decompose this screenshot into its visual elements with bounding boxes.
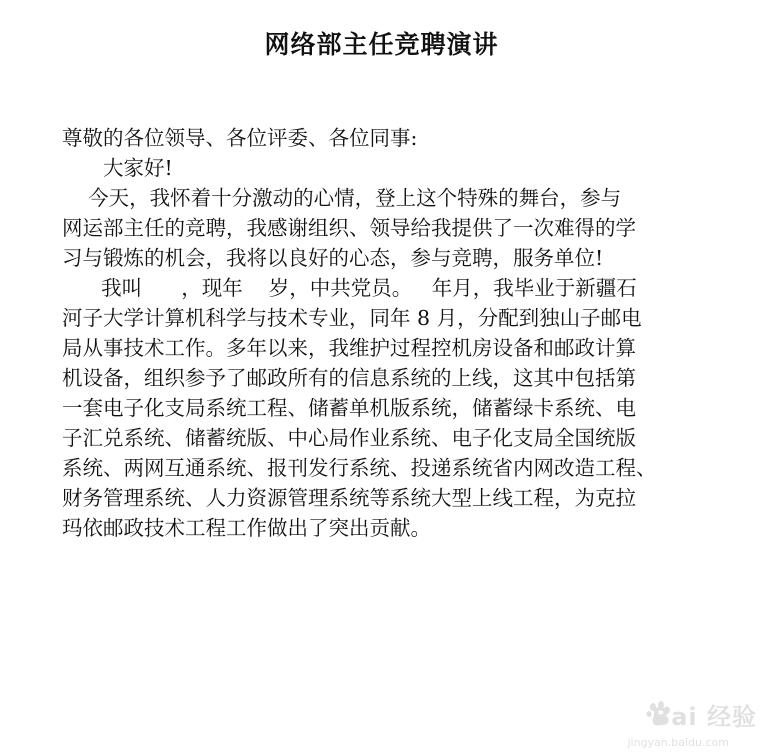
paragraph-line: 网运部主任的竞聘，我感谢组织、领导给我提供了一次难得的学	[62, 216, 636, 240]
paragraph-line: 一套电子化支局系统工程、储蓄单机版系统，储蓄绿卡系统、电	[62, 396, 636, 420]
paragraph-line: 财务管理系统、人力资源管理系统等系统大型上线工程，为克拉	[62, 486, 636, 510]
document-body	[62, 123, 728, 543]
baidu-jingyan-watermark	[607, 697, 757, 749]
paragraph-line: 我叫 ，现年 岁，中共党员。 年月，我毕业于新疆石	[62, 276, 637, 300]
greeting-line: 大家好!	[103, 156, 173, 180]
paragraph-line: 今天，我怀着十分激动的心情，登上这个特殊的舞台，参与	[62, 186, 622, 210]
paragraph-line: 系统、两网互通系统、报刊发行系统、投递系统省内网改造工程、	[62, 456, 657, 480]
paragraph-line: 河子大学计算机科学与技术专业，同年 8 月，分配到独山子邮电	[62, 306, 642, 330]
paragraph-line: 机设备，组织参予了邮政所有的信息系统的上线，这其中包括第	[62, 366, 636, 390]
watermark-brand: Bai 经验	[651, 703, 757, 731]
paragraph-line: 子汇兑系统、储蓄统版、中心局作业系统、电子化支局全国统版	[62, 426, 636, 450]
paragraph-line: 习与锻炼的机会，我将以良好的心态，参与竞聘，服务单位!	[62, 246, 604, 270]
watermark-url: jingyan.baidu.com	[627, 736, 729, 749]
document-title: 网络部主任竞聘演讲	[264, 30, 499, 59]
salutation-line: 尊敬的各位领导、各位评委、各位同事:	[62, 126, 418, 150]
paragraph-line: 局从事技术工作。多年以来，我维护过程控机房设备和邮政计算	[62, 336, 636, 360]
paragraph-line: 玛依邮政技术工程工作做出了突出贡献。	[62, 516, 431, 540]
